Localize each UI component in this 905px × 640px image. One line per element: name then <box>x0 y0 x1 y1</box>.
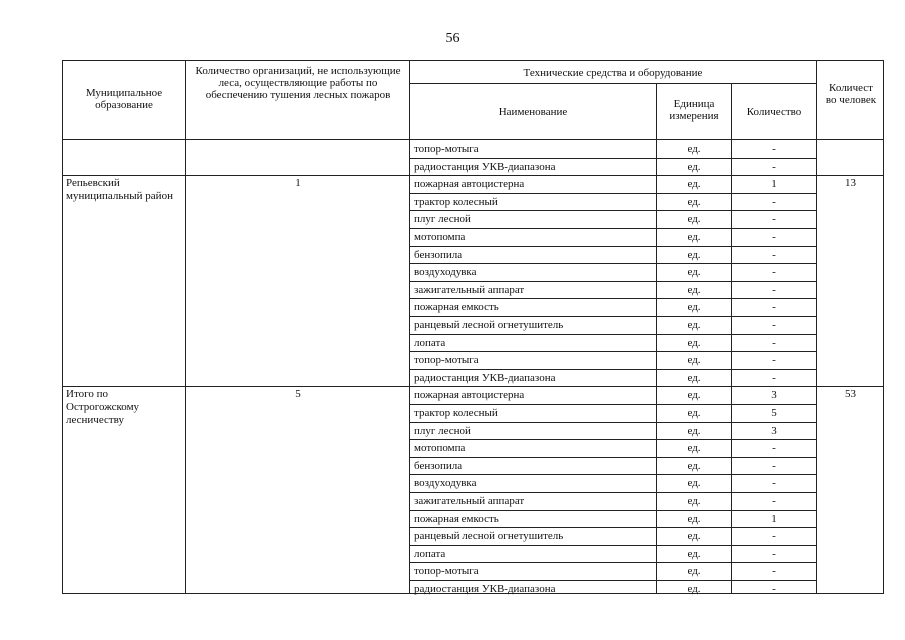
row-qty: - <box>772 495 776 507</box>
row-name: пожарная емкость <box>414 512 499 525</box>
row-name: радиостанция УКВ-диапазона <box>414 583 556 595</box>
row-unit: ед. <box>687 565 701 578</box>
header-equipment-group: Технические средства и оборудование <box>523 67 703 79</box>
row-unit: ед. <box>687 213 701 226</box>
row-qty: - <box>772 442 776 455</box>
row-name: топор-мотыга <box>414 565 479 578</box>
header-municipality: Муниципальное образование <box>85 87 163 111</box>
row-unit: ед. <box>687 371 701 384</box>
row-qty: - <box>772 336 776 349</box>
header-people: Количест во человек <box>825 82 877 106</box>
row-qty: - <box>772 459 776 472</box>
row-qty: - <box>772 160 776 173</box>
row-unit: ед. <box>687 266 701 279</box>
row-name: воздуходувка <box>414 266 477 279</box>
row-qty: - <box>772 213 776 226</box>
row-unit: ед. <box>687 283 701 296</box>
row-qty: - <box>772 530 776 543</box>
row-qty: - <box>772 354 776 367</box>
row-name: пожарная автоцистерна <box>414 178 525 191</box>
header-unit: Единица измерения <box>669 98 719 122</box>
row-name: трактор колесный <box>414 195 498 208</box>
group-org-count: 1 <box>295 177 301 190</box>
row-name: бензопила <box>414 459 463 472</box>
row-qty: 5 <box>771 407 777 419</box>
row-unit: ед. <box>687 178 701 191</box>
row-unit: ед. <box>687 195 701 208</box>
row-qty: 1 <box>771 512 777 525</box>
row-qty: - <box>772 371 776 384</box>
row-unit: ед. <box>687 459 701 472</box>
row-qty: - <box>772 248 776 261</box>
row-name: плуг лесной <box>414 424 471 437</box>
group-org-count: 5 <box>295 388 301 401</box>
row-unit: ед. <box>687 336 701 349</box>
header-name: Наименование <box>498 106 568 118</box>
row-unit: ед. <box>687 442 701 455</box>
row-qty: - <box>772 195 776 208</box>
row-unit: ед. <box>687 319 701 331</box>
header-quantity: Количество <box>746 106 802 118</box>
row-name: топор-мотыга <box>414 354 479 367</box>
row-unit: ед. <box>687 389 701 402</box>
row-name: зажигательный аппарат <box>414 283 525 296</box>
row-unit: ед. <box>687 477 701 490</box>
group-people: 53 <box>845 388 856 401</box>
group-people: 13 <box>845 177 856 190</box>
row-qty: 3 <box>771 389 777 402</box>
row-name: зажигательный аппарат <box>414 495 525 507</box>
row-name: мотопомпа <box>414 442 466 455</box>
row-name: топор-мотыга <box>414 143 479 155</box>
row-qty: - <box>772 283 776 296</box>
row-qty: - <box>772 266 776 279</box>
row-qty: - <box>772 319 776 331</box>
row-name: лопата <box>414 336 446 349</box>
row-qty: 3 <box>771 424 777 437</box>
row-name: плуг лесной <box>414 213 471 226</box>
row-qty: - <box>772 477 776 490</box>
row-name: ранцевый лесной огнетушитель <box>414 530 564 543</box>
row-name: трактор колесный <box>414 407 498 419</box>
row-qty: - <box>772 547 776 560</box>
row-unit: ед. <box>687 231 701 243</box>
row-qty: - <box>772 583 776 595</box>
row-name: бензопила <box>414 248 463 261</box>
row-unit: ед. <box>687 495 701 507</box>
row-unit: ед. <box>687 424 701 437</box>
group-municipality: Итого по Острогожскому лесничеству <box>66 388 140 427</box>
row-name: мотопомпа <box>414 231 466 243</box>
row-unit: ед. <box>687 301 701 314</box>
row-qty: - <box>772 231 776 243</box>
row-unit: ед. <box>687 248 701 261</box>
row-name: воздуходувка <box>414 477 477 490</box>
row-qty: - <box>772 301 776 314</box>
row-unit: ед. <box>687 407 701 419</box>
row-unit: ед. <box>687 530 701 543</box>
row-name: пожарная емкость <box>414 301 499 314</box>
row-qty: - <box>772 143 776 155</box>
page-number: 56 <box>445 31 460 46</box>
row-name: лопата <box>414 547 446 560</box>
row-unit: ед. <box>687 143 701 155</box>
row-unit: ед. <box>687 547 701 560</box>
row-name: пожарная автоцистерна <box>414 389 525 402</box>
row-unit: ед. <box>687 583 701 595</box>
row-unit: ед. <box>687 354 701 367</box>
header-org-count: Количество организаций, не использующие леса, осуществляющие работы по обеспечению тушения лесных пожаров <box>195 65 401 101</box>
row-name: ранцевый лесной огнетушитель <box>414 319 564 331</box>
row-unit: ед. <box>687 160 701 173</box>
row-qty: - <box>772 565 776 578</box>
row-qty: 1 <box>771 178 777 191</box>
row-name: радиостанция УКВ-диапазона <box>414 371 556 384</box>
row-unit: ед. <box>687 512 701 525</box>
row-name: радиостанция УКВ-диапазона <box>414 160 556 173</box>
group-municipality: Репьевский муниципальный район <box>66 177 173 203</box>
